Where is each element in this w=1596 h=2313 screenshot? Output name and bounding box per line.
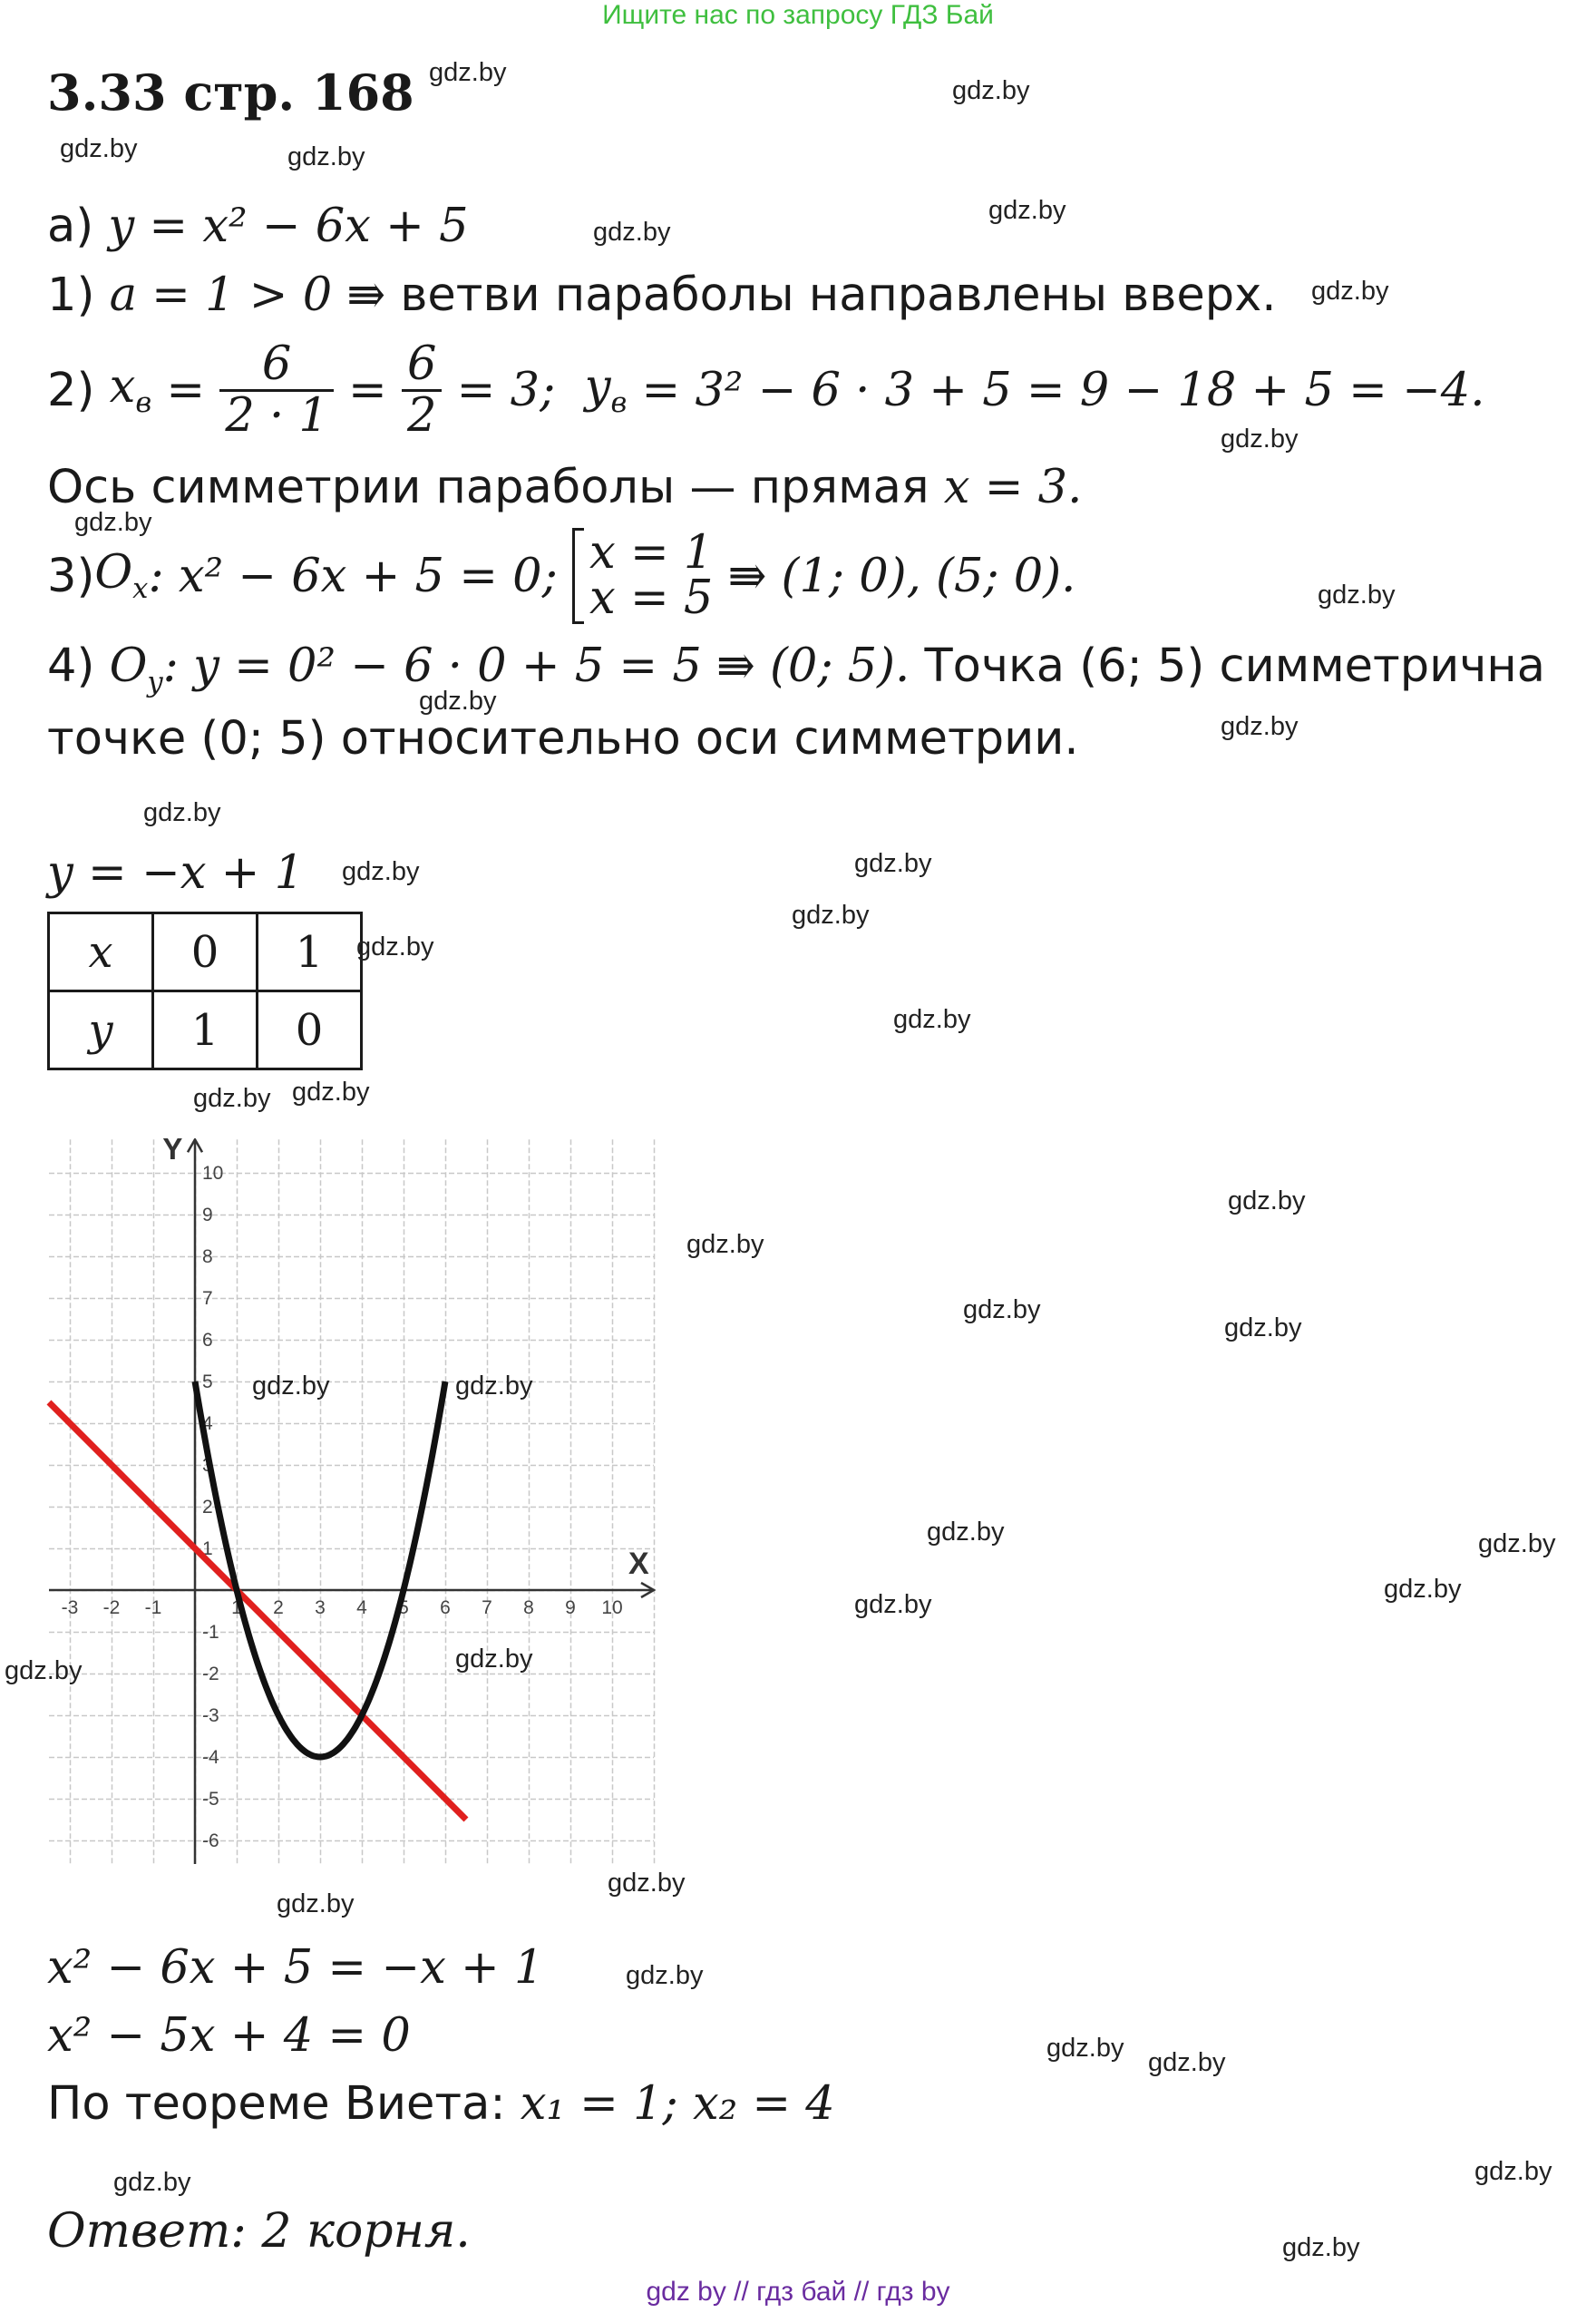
y-tick-label: -2 <box>202 1664 219 1684</box>
watermark: gdz.by <box>608 1869 686 1898</box>
fraction-2 <box>402 337 442 443</box>
watermark: gdz.by <box>193 1084 271 1113</box>
step-4-continued: точке (0; 5) относительно оси симметрии. <box>47 712 1079 766</box>
table-cell: 1 <box>153 991 258 1069</box>
watermark: gdz.by <box>1148 2048 1226 2077</box>
x-tick-label: 8 <box>523 1597 534 1618</box>
y-tick-label: 6 <box>202 1330 213 1351</box>
vertex-x-sub: в <box>135 387 152 420</box>
fraction-2-denominator: 2 <box>407 388 437 443</box>
step-2-number: 2) <box>47 363 95 417</box>
watermark: gdz.by <box>252 1371 330 1400</box>
step-2: 2) $x_в$ = $\frac{6}{2 \cdot 1}$ = $\frac{6}{2}$ = 3; $y_в$ = 3² − 6 · 3 + 5 = 9 − 18 + 5 = −4. <box>47 337 1485 443</box>
page-title: 3.33 стр. 168 <box>47 63 414 122</box>
oy-equation: : y = 0² − 6 · 0 + 5 = 5 ⇛ (0; 5). <box>162 639 910 693</box>
table-cell: 0 <box>258 991 362 1069</box>
watermark: gdz.by <box>455 1371 533 1400</box>
watermark: gdz.by <box>1318 581 1396 610</box>
y-tick-label: -4 <box>202 1747 219 1768</box>
vieta-roots: x₁ = 1; x₂ = 4 <box>520 2077 835 2131</box>
vieta-text: По теореме Виета: <box>47 2077 521 2131</box>
symmetry-axis-text: Ось симметрии параболы — прямая <box>47 461 944 514</box>
fraction-1-numerator: 6 <box>219 340 334 392</box>
watermark: gdz.by <box>1384 1575 1462 1604</box>
watermark: gdz.by <box>792 901 870 930</box>
watermark: gdz.by <box>1282 2233 1360 2262</box>
y-tick-label: 10 <box>202 1163 224 1184</box>
step-3 <box>47 526 1075 626</box>
step-4-number: 4) <box>47 639 110 693</box>
step-1-text: ветви параболы направлены вверх. <box>385 268 1277 322</box>
x-tick-label: 4 <box>356 1597 367 1618</box>
watermark: gdz.by <box>988 196 1066 225</box>
y-tick-label: 1 <box>202 1538 213 1559</box>
x-tick-label: 5 <box>398 1597 409 1618</box>
watermark: gdz.by <box>5 1656 83 1685</box>
answer: Ответ: 2 корня. <box>47 2204 471 2259</box>
watermark: gdz.by <box>963 1295 1041 1324</box>
system-bracket <box>572 528 584 624</box>
watermark: gdz.by <box>1224 1313 1302 1342</box>
watermark: gdz.by <box>927 1518 1005 1547</box>
y-tick-label: 7 <box>202 1288 213 1309</box>
y-tick-label: -1 <box>202 1622 219 1643</box>
step-3-number: 3) <box>47 549 95 603</box>
y-tick-label: 2 <box>202 1497 213 1518</box>
equation-a <box>47 200 469 253</box>
ox-equation: : x² − 6x + 5 = 0; <box>148 549 558 603</box>
root-2: x = 5 <box>589 571 714 625</box>
x-tick-label: 6 <box>440 1597 451 1618</box>
watermark: gdz.by <box>356 932 434 961</box>
table-cell: 0 <box>153 913 258 991</box>
x-tick-label: 3 <box>315 1597 326 1618</box>
vertex-x-var: x <box>109 360 136 415</box>
vertex-y-var: y <box>584 360 611 415</box>
table-cell: y <box>49 991 153 1069</box>
oy-sub: y <box>147 667 163 699</box>
watermark: gdz.by <box>455 1644 533 1674</box>
vertex-y-calc: = 3² − 6 · 3 + 5 = 9 − 18 + 5 = −4. <box>641 363 1485 417</box>
watermark: gdz.by <box>277 1889 355 1918</box>
table-row <box>49 991 362 1069</box>
watermark: gdz.by <box>593 218 671 247</box>
parabola-equation: y = x² − 6x + 5 <box>108 200 469 253</box>
table-cell: 1 <box>258 913 362 991</box>
x-tick-label: -1 <box>144 1597 162 1618</box>
watermark: gdz.by <box>113 2168 191 2197</box>
step-1-math: a = 1 > 0 ⇛ <box>109 268 386 322</box>
y-axis-label: Y <box>162 1138 183 1167</box>
vertex-y <box>585 360 628 419</box>
watermark: gdz.by <box>1046 2034 1124 2063</box>
y-tick-label: -6 <box>202 1830 219 1851</box>
graph-grid <box>49 1139 655 1864</box>
y-tick-label: 8 <box>202 1246 213 1267</box>
x-tick-label: 7 <box>482 1597 492 1618</box>
watermark: gdz.by <box>1478 1529 1556 1558</box>
value-table <box>47 912 363 1070</box>
watermark: gdz.by <box>854 849 932 878</box>
graph-axes <box>49 1139 654 1864</box>
line-equation: y = −x + 1 <box>47 846 305 900</box>
watermark: gdz.by <box>1474 2157 1552 2186</box>
table-row <box>49 913 362 991</box>
root-1: x = 1 <box>589 526 714 580</box>
y-tick-label: -5 <box>202 1789 219 1810</box>
function-graph <box>45 1138 662 1864</box>
vertex-x-value: = 3; <box>456 363 556 417</box>
top-banner[interactable]: Ищите нас по запросу ГДЗ Бай <box>602 0 994 30</box>
watermark: gdz.by <box>1311 277 1389 306</box>
x-tick-label: 10 <box>601 1597 623 1618</box>
x-tick-label: -3 <box>61 1597 79 1618</box>
vertex-x <box>110 360 152 419</box>
watermark: gdz.by <box>893 1005 971 1034</box>
step-1 <box>47 268 1277 322</box>
fraction-1 <box>219 337 334 443</box>
ox-label <box>94 546 148 605</box>
oy-label <box>109 639 163 699</box>
y-tick-label: 4 <box>202 1413 213 1434</box>
y-tick-label: -3 <box>202 1705 219 1726</box>
watermark: gdz.by <box>626 1961 704 1990</box>
y-tick-label: 9 <box>202 1205 213 1225</box>
watermark: gdz.by <box>1228 1186 1306 1215</box>
ox-letter: O <box>94 546 133 600</box>
table-cell: x <box>49 913 153 991</box>
watermark: gdz.by <box>686 1230 764 1259</box>
vieta-line <box>47 2077 835 2131</box>
roots-system <box>589 526 714 625</box>
ox-sub: x <box>132 573 149 606</box>
watermark: gdz.by <box>342 857 420 886</box>
watermark: gdz.by <box>60 134 138 163</box>
watermark: gdz.by <box>292 1078 370 1107</box>
watermark: gdz.by <box>143 798 221 827</box>
watermark: gdz.by <box>1221 712 1299 741</box>
symmetry-axis-line <box>47 461 1082 514</box>
watermark: gdz.by <box>429 58 507 87</box>
step-4 <box>47 639 1545 698</box>
x-axis-label: X <box>628 1547 649 1581</box>
ox-points: ⇛ (1; 0), (5; 0). <box>727 549 1076 603</box>
watermark: gdz.by <box>1221 425 1299 454</box>
watermark: gdz.by <box>74 508 152 537</box>
y-tick-label: 3 <box>202 1455 213 1476</box>
watermark: gdz.by <box>952 76 1030 105</box>
part-a-label: а) <box>47 200 109 253</box>
x-tick-label: -2 <box>102 1597 121 1618</box>
fraction-2-numerator: 6 <box>402 340 442 392</box>
symmetric-point-text: Точка (6; 5) симметрична <box>910 639 1546 693</box>
watermark: gdz.by <box>419 687 497 716</box>
fraction-1-denominator: 2 · 1 <box>225 388 328 443</box>
x-tick-label: 1 <box>231 1597 242 1618</box>
x-tick-label: 9 <box>565 1597 576 1618</box>
x-tick-label: 2 <box>273 1597 284 1618</box>
y-tick-label: 5 <box>202 1371 213 1392</box>
watermark: gdz.by <box>854 1590 932 1619</box>
oy-letter: O <box>109 639 148 693</box>
vertex-y-sub: в <box>610 387 628 420</box>
symmetry-axis-math: x = 3. <box>943 461 1083 514</box>
solution-equation-2: x² − 5x + 4 = 0 <box>47 2009 411 2063</box>
footer-links[interactable]: gdz by // гдз бай // гдз by <box>646 2277 950 2307</box>
step-1-number: 1) <box>47 268 110 322</box>
watermark: gdz.by <box>287 142 365 171</box>
solution-equation-1: x² − 6x + 5 = −x + 1 <box>47 1941 544 1995</box>
